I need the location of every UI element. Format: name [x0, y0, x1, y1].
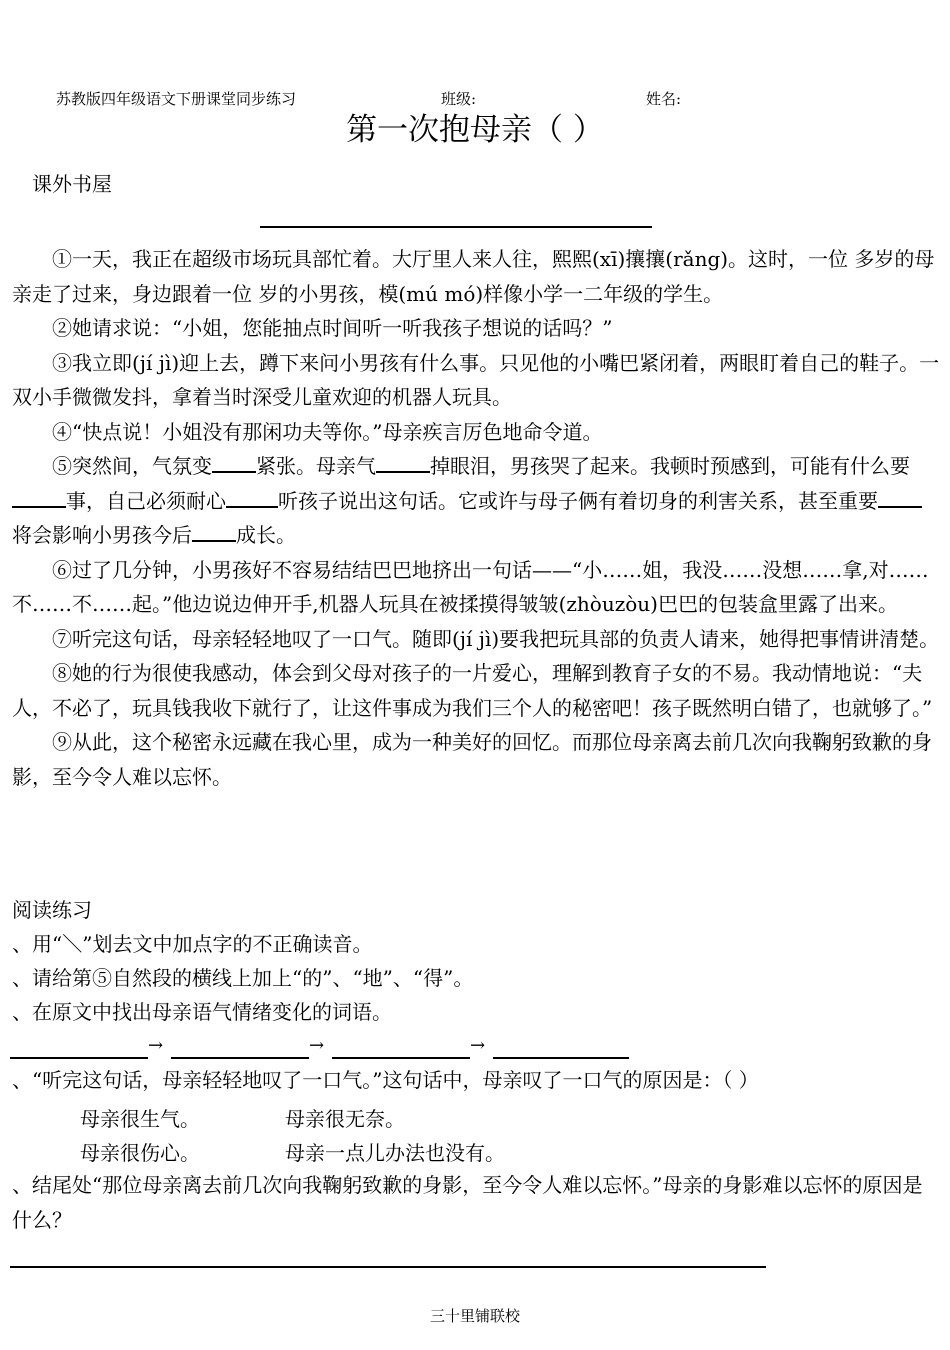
- question-2: 、请给第⑤自然段的横线上加上“的”、“地”、“得”。: [12, 966, 474, 990]
- paragraph-6: ⑥过了几分钟，小男孩好不容易结结巴巴地挤出一句话——“小……姐，我没……没想……拿,对……不……不……起。”他边说边伸开手,机器人玩具在被揉摸得皱皱(zhòuzòu)巴巴的包装盒里露了出来。: [12, 557, 929, 616]
- p5-blank-6[interactable]: [192, 522, 236, 542]
- exercise-label: 阅读练习: [12, 898, 92, 922]
- question-5: 、结尾处“那位母亲离去前几次向我鞠躬致歉的身影，至今令人难以忘怀。”母亲的身影难以忘怀的原因是什么？: [12, 1173, 923, 1232]
- paragraph-4: ④“快点说！小姐没有那闲功夫等你。”母亲疾言厉色地命令道。: [52, 419, 603, 444]
- paragraph-3: ③我立即(jí jì)迎上去，蹲下来问小男孩有什么事。只见他的小嘴巴紧闭着，两眼盯着自己的鞋子。一双小手微微发抖，拿着当时深受儿童欢迎的机器人玩具。: [12, 350, 940, 409]
- header-class-label: 班级:: [441, 90, 477, 108]
- p5-blank-5[interactable]: [878, 488, 922, 508]
- answer-line-2[interactable]: [171, 1057, 309, 1059]
- section-label: 课外书屋: [32, 172, 112, 196]
- p5-text-6: 将会影响小男孩今后: [12, 523, 192, 547]
- p5-blank-1[interactable]: [212, 453, 256, 473]
- answer-line-4[interactable]: [493, 1057, 629, 1059]
- p5-text-3: 掉眼泪，男孩哭了起来。我顿时预感到，可能有什么要: [430, 454, 910, 478]
- p5-text-5: 听孩子说出这句话。它或许与母子俩有着切身的利害关系，甚至重要: [278, 488, 878, 513]
- question-3: 、在原文中找出母亲语气情绪变化的词语。: [12, 1000, 392, 1024]
- option-d[interactable]: 母亲一点儿办法也没有。: [285, 1141, 505, 1165]
- paragraph-5: [12, 449, 940, 553]
- p5-text-7: 成长。: [236, 523, 296, 547]
- arrow-3: →: [470, 1035, 486, 1056]
- arrow-1: →: [148, 1035, 164, 1056]
- paragraph-9: ⑨从此，这个秘密永远藏在我心里，成为一种美好的回忆。而那位母亲离去前几次向我鞠躬致歉的身影，至今令人难以忘怀。: [12, 730, 932, 789]
- story-text: [12, 242, 940, 794]
- arrow-2: →: [309, 1035, 325, 1056]
- paragraph-7: ⑦听完这句话，母亲轻轻地叹了一口气。随即(jí jì)要我把玩具部的负责人请来，她得把事情讲清楚。: [52, 626, 940, 651]
- question-5-answer-line[interactable]: [10, 1266, 766, 1268]
- question-4: 、“听完这句话，母亲轻轻地叹了一口气。”这句话中，母亲叹了一口气的原因是：（ ）: [12, 1068, 759, 1092]
- page-title: 第一次抱母亲（ ）: [346, 112, 604, 148]
- p5-blank-2[interactable]: [376, 453, 430, 473]
- title-answer-line: [260, 226, 652, 228]
- header-course: 苏教版四年级语文下册课堂同步练习: [56, 90, 297, 108]
- p5-text-1: ⑤突然间，气氛变: [52, 454, 212, 478]
- option-b[interactable]: 母亲很无奈。: [285, 1107, 405, 1131]
- p5-text-4: 事，自己必须耐心: [66, 488, 226, 513]
- answer-line-3[interactable]: [332, 1057, 470, 1059]
- option-c[interactable]: 母亲很伤心。: [80, 1141, 200, 1165]
- paragraph-8: ⑧她的行为很使我感动，体会到父母对孩子的一片爱心，理解到教育子女的不易。我动情地说：“夫人，不必了，玩具钱我收下就行了，让这件事成为我们三个人的秘密吧！孩子既然明白错了，也就够了。”: [12, 661, 933, 720]
- paragraph-1: ①一天，我正在超级市场玩具部忙着。大厅里人来人往，熙熙(xī)攘攘(rǎng)。这时，一位 多岁的母亲走了过来，身边跟着一位 岁的小男孩，模(mú mó)样像小学一二年级的学生。: [12, 247, 935, 306]
- paragraph-2: ②她请求说：“小姐，您能抽点时间听一听我孩子想说的话吗？”: [52, 316, 613, 340]
- footer-school: 三十里铺联校: [429, 1307, 520, 1325]
- p5-blank-4[interactable]: [226, 488, 278, 508]
- answer-line-1[interactable]: [10, 1057, 148, 1059]
- header-name-label: 姓名:: [646, 90, 682, 108]
- p5-blank-3[interactable]: [12, 488, 66, 508]
- option-a[interactable]: 母亲很生气。: [80, 1107, 200, 1131]
- p5-text-2: 紧张。母亲气: [256, 454, 376, 478]
- question-1: 、用“＼”划去文中加点字的不正确读音。: [12, 932, 373, 956]
